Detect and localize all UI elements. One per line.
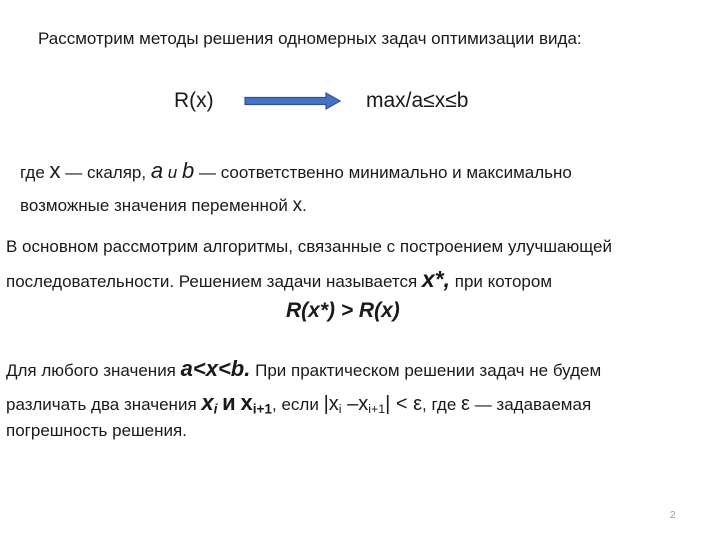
var-x-2: x [292,195,303,216]
min-max-text: — соответственно минимально и максимально [198,163,572,182]
range-condition: a<x<b. [180,356,251,381]
x-i-plus-1: $x_{i+1}$ [240,390,273,417]
possible-values-text: возможные значения переменной [20,196,288,215]
solution-called-text: последовательности. Решением задачи называется [6,272,418,291]
epsilon: ε [461,393,470,415]
intro-text: Рассмотрим методы решения одномерных задач оптимизации вида: [38,29,582,48]
scalar-text: — скаляр, [65,163,147,182]
var-a: a [150,158,164,183]
right-arrow-icon [244,91,342,111]
any-value-line [6,358,601,380]
var-x: x [49,158,61,183]
inequality-formula: R(x*) > R(x) [286,299,400,322]
error-line: погрешность решения. [6,421,187,440]
at-which-text: при котором [454,272,553,291]
var-b: b [182,158,195,183]
x-star: x*, [421,266,451,292]
basic-line-2 [6,268,552,291]
where-line-2 [20,196,307,215]
where-prefix: где [20,163,45,182]
period: . [302,196,307,215]
max-constraint: max/a≤x≤b [366,89,469,112]
page-number: 2 [670,510,676,521]
and-bold: и [222,390,236,415]
any-value-text: Для любого значения [6,361,176,380]
and-word: и [167,163,178,182]
abs-difference: $|x_i$ $-x_{i+1}| < \varepsilon$ [323,393,423,417]
where-text: , где [422,395,457,414]
given-text: — задаваемая [474,395,592,414]
distinguish-text: различать два значения [6,395,197,414]
objective-function: R(x) [174,89,214,112]
x-i: $x_i$ [201,390,218,417]
practical-text: При практическом решении задач не будем [255,361,602,380]
where-line-1 [20,160,572,182]
if-text: , если [272,395,319,414]
distinguish-line [6,392,591,416]
basic-line-1: В основном рассмотрим алгоритмы, связанные с построением улучшающей [6,237,612,256]
